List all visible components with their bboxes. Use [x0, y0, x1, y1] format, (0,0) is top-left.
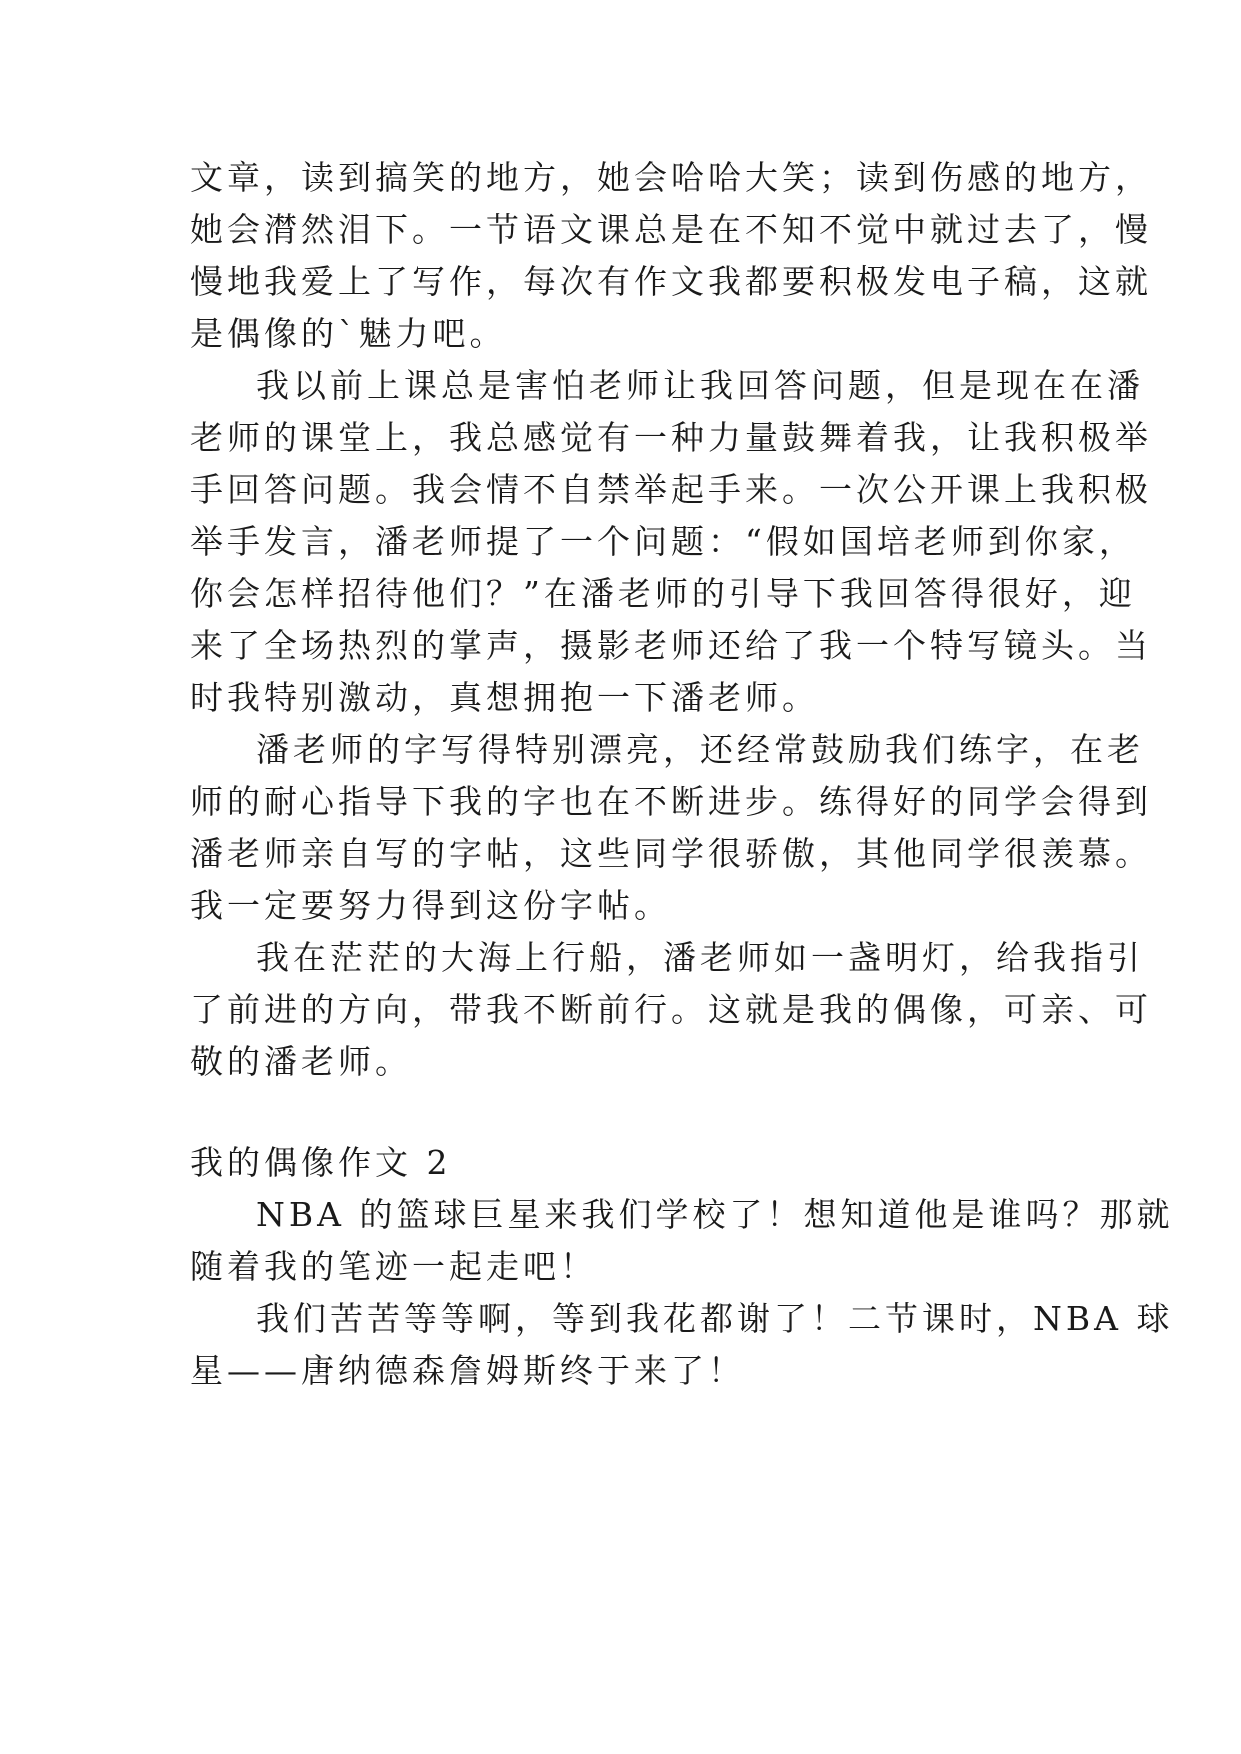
text-line: 老师的课堂上，我总感觉有一种力量鼓舞着我，让我积极举 [190, 418, 1152, 457]
text-line: 时我特别激动，真想拥抱一下潘老师。 [190, 678, 819, 717]
text-line: 她会潸然泪下。一节语文课总是在不知不觉中就过去了，慢 [190, 210, 1152, 249]
text-line: 随着我的笔迹一起走吧！ [190, 1247, 597, 1286]
text-line: 师的耐心指导下我的字也在不断进步。练得好的同学会得到 [190, 782, 1152, 821]
text-line: 慢地我爱上了写作，每次有作文我都要积极发电子稿，这就 [190, 262, 1152, 301]
text-line: 我们苦苦等等啊，等到我花都谢了！二节课时，NBA 球 [256, 1299, 1174, 1338]
text-line: 你会怎样招待他们？”在潘老师的引导下我回答得很好，迎 [190, 574, 1136, 613]
text-line: 举手发言，潘老师提了一个问题：“假如国培老师到你家， [190, 522, 1136, 561]
text-line: 敬的潘老师。 [190, 1042, 412, 1081]
text-line: 潘老师亲自写的字帖，这些同学很骄傲，其他同学很羡慕。 [190, 834, 1152, 873]
text-line: 我以前上课总是害怕老师让我回答问题，但是现在在潘 [256, 366, 1144, 405]
text-line: 我在茫茫的大海上行船，潘老师如一盏明灯，给我指引 [256, 938, 1144, 977]
section-heading: 我的偶像作文 2 [190, 1143, 452, 1182]
text-line: 潘老师的字写得特别漂亮，还经常鼓励我们练字，在老 [256, 730, 1144, 769]
text-line: 来了全场热烈的掌声，摄影老师还给了我一个特写镜头。当 [190, 626, 1152, 665]
text-line: 是偶像的`魅力吧。 [190, 314, 507, 353]
text-line: NBA 的篮球巨星来我们学校了！想知道他是谁吗？那就 [256, 1195, 1174, 1234]
text-line: 了前进的方向，带我不断前行。这就是我的偶像，可亲、可 [190, 990, 1152, 1029]
text-line: 星——唐纳德森詹姆斯终于来了！ [190, 1351, 745, 1390]
text-line: 我一定要努力得到这份字帖。 [190, 886, 671, 925]
text-line: 手回答问题。我会情不自禁举起手来。一次公开课上我积极 [190, 470, 1152, 509]
text-line: 文章，读到搞笑的地方，她会哈哈大笑；读到伤感的地方， [190, 158, 1152, 197]
